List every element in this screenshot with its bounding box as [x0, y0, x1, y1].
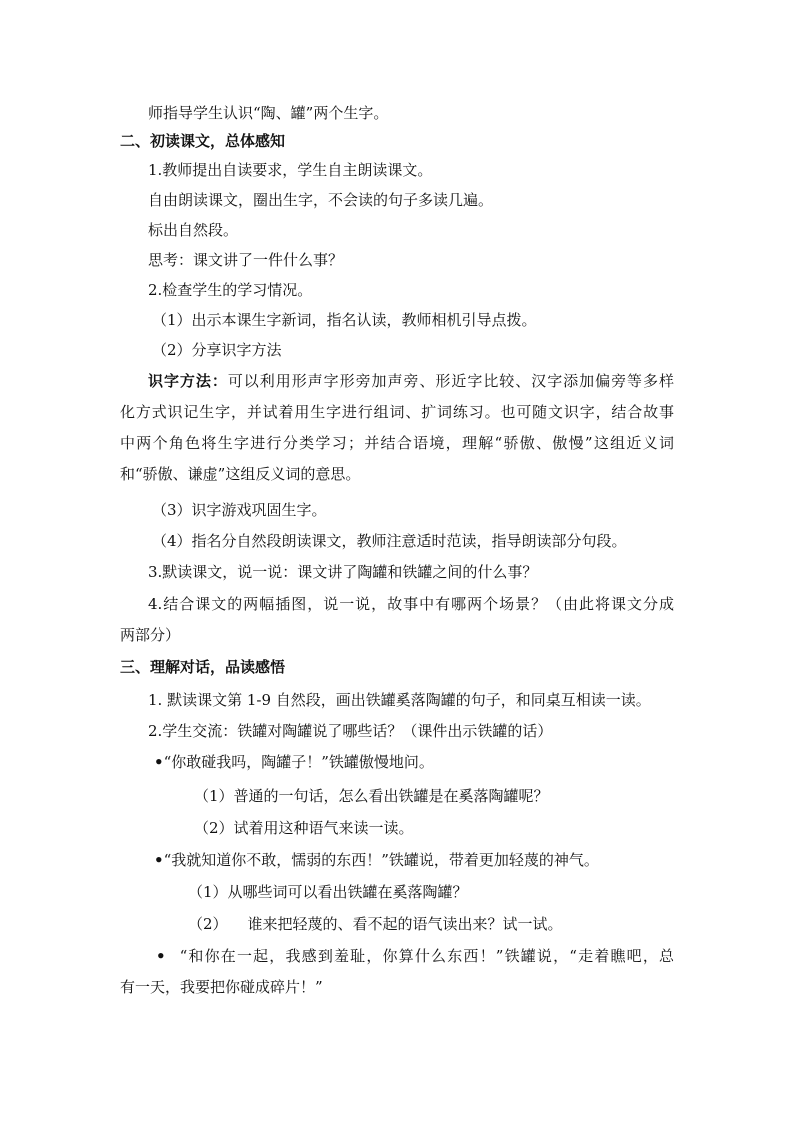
text-line: 中两个角色将生字进行分类学习；并结合语境，理解“骄傲、傲慢”这组近义词 — [120, 434, 674, 452]
quote-text: “我就知道你不敢，懦弱的东西！”铁罐说，带着更加轻蔑的神气。 — [163, 851, 599, 869]
bullet-icon: • — [156, 947, 166, 965]
text-line: （2）试着用这种语气来读一读。 — [194, 819, 414, 837]
text-line: 有一天，我要把你碰成碎片！” — [120, 978, 323, 996]
quote-line-3 — [156, 946, 674, 966]
method-label: 识字方法： — [148, 372, 228, 390]
text-line: 两部分） — [120, 626, 181, 644]
text-line: 1. 默读课文第 1-9 自然段，画出铁罐奚落陶罐的句子，和同桌互相读一读。 — [148, 691, 651, 709]
text-line: （4）指名分自然段朗读课文，教师注意适时范读，指导朗读部分句段。 — [152, 532, 627, 550]
method-text: 可以利用形声字形旁加声旁、形近字比较、汉字添加偏旁等多样 — [227, 372, 674, 390]
text-line: （1）普通的一句话，怎么看出铁罐是在奚落陶罐呢？ — [194, 787, 549, 805]
text-line: 2.学生交流：铁罐对陶罐说了哪些话？（课件出示铁罐的话） — [148, 722, 553, 740]
quote-text: “你敢碰我吗，陶罐子！”铁罐傲慢地问。 — [163, 753, 434, 771]
text-line: 和“骄傲、谦虚”这组反义词的意思。 — [120, 465, 361, 483]
text-line: （2）分享识字方法 — [152, 341, 282, 359]
item-number: （2） — [188, 915, 228, 933]
text-line: 2.检查学生的学习情况。 — [148, 281, 313, 299]
text-line — [188, 914, 563, 934]
text-line: 4.结合课文的两幅插图，说一说，故事中有哪两个场景？（由此将课文分成 — [148, 595, 674, 613]
quote-line-1 — [154, 752, 434, 772]
text-line: （3）识字游戏巩固生字。 — [152, 501, 327, 519]
quote-line-2 — [154, 850, 599, 870]
section-heading-2: 二、初读课文，总体感知 — [120, 132, 286, 150]
text-line: 3.默读课文，说一说：课文讲了陶罐和铁罐之间的什么事？ — [148, 563, 538, 581]
text-line: 师指导学生认识“陶、罐”两个生字。 — [148, 104, 389, 122]
item-text: 谁来把轻蔑的、看不起的语气读出来？试一试。 — [247, 915, 563, 933]
text-line: 化方式识记生字，并试着用生字进行组词、扩词练习。也可随文识字，结合故事 — [120, 403, 674, 421]
text-line: 自由朗读课文，圈出生字，不会读的句子多读几遍。 — [148, 191, 494, 209]
text-line: （1）出示本课生字新词，指名认读，教师相机引导点拨。 — [152, 311, 537, 329]
bullet-icon: • — [154, 753, 164, 771]
text-line: 标出自然段。 — [148, 221, 239, 239]
text-line: 思考：课文讲了一件什么事？ — [148, 251, 344, 269]
quote-text: “和你在一起，我感到羞耻，你算什么东西！”铁罐说，“走着瞧吧，总 — [179, 947, 674, 965]
bullet-icon: • — [154, 851, 164, 869]
text-line: 1.教师提出自读要求，学生自主朗读课文。 — [148, 161, 433, 179]
section-heading-3: 三、理解对话，品读感悟 — [120, 658, 286, 676]
method-paragraph-line1 — [148, 371, 674, 391]
text-line: （1）从哪些词可以看出铁罐在奚落陶罐？ — [188, 883, 468, 901]
